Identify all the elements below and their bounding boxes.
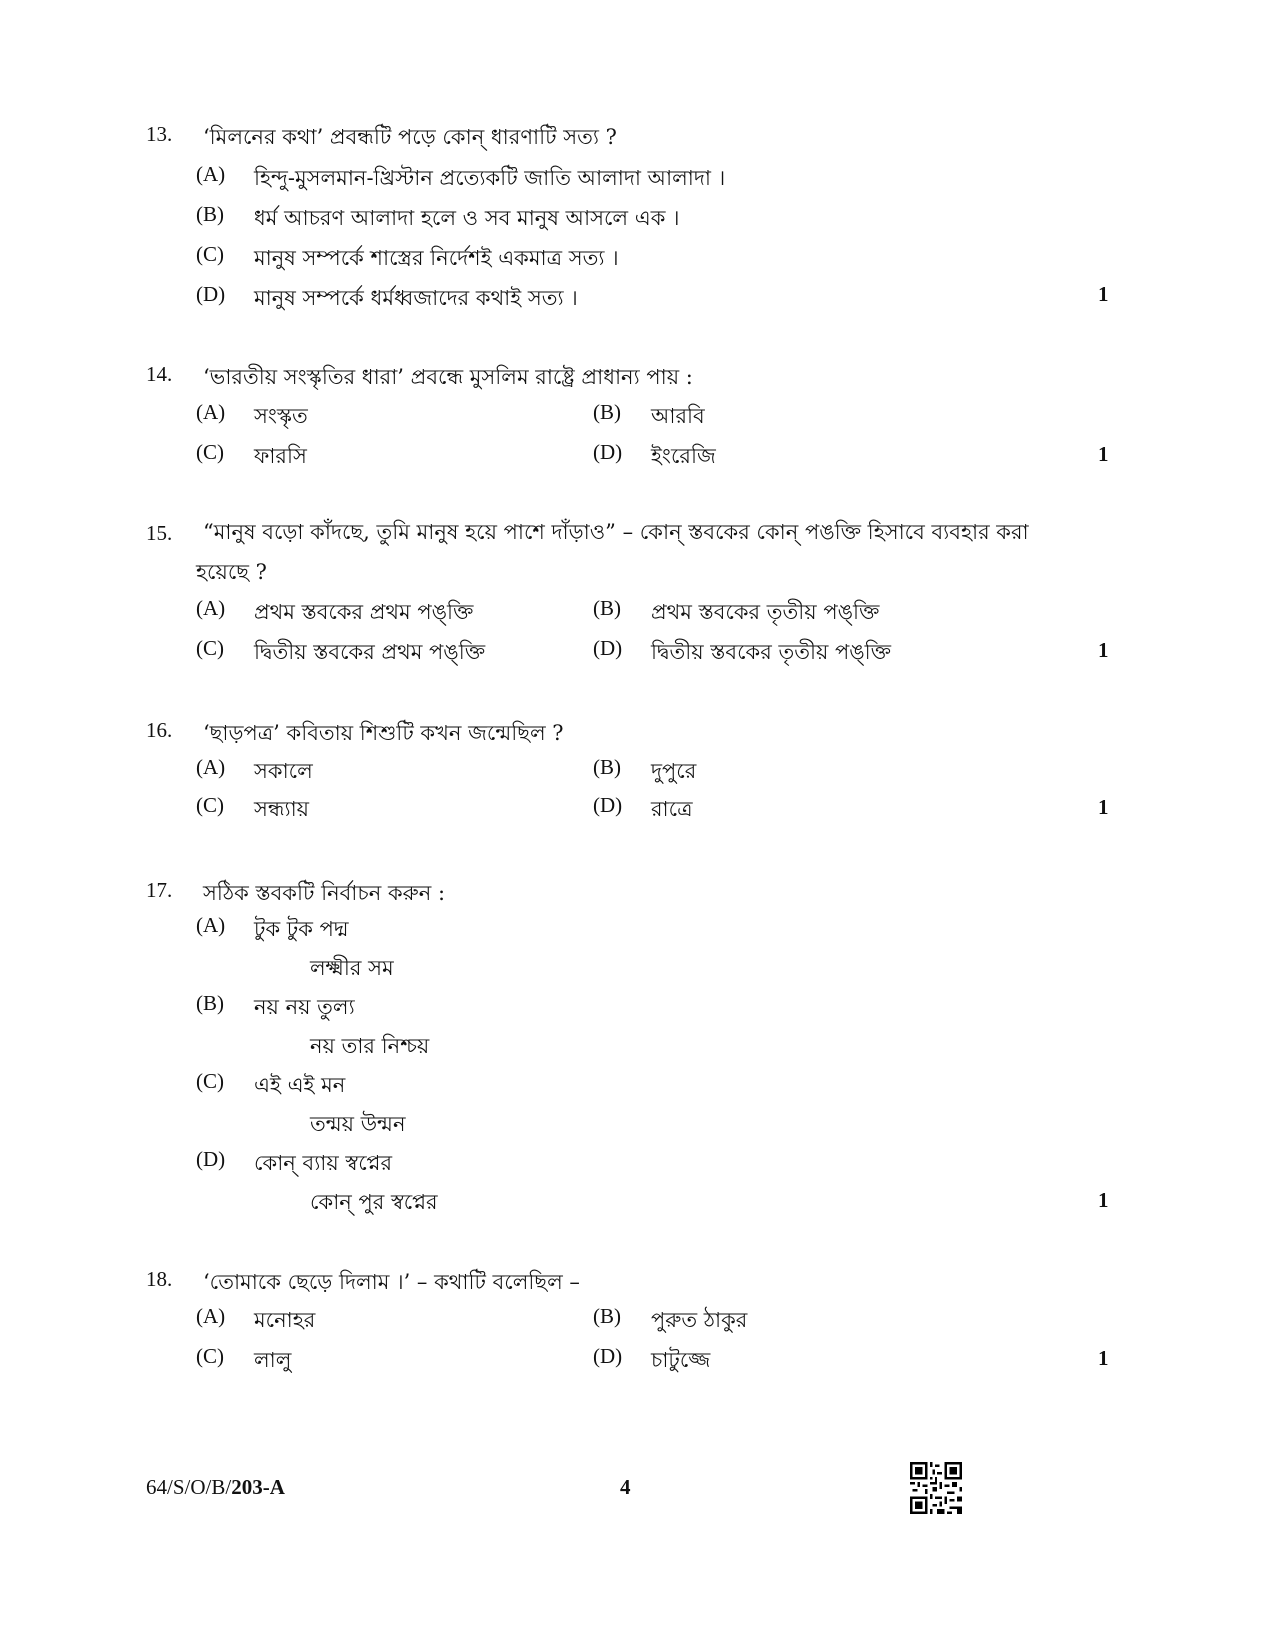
option-text: ইংরেজি bbox=[651, 444, 716, 468]
option-label: (D) bbox=[196, 282, 226, 306]
option-text: মানুষ সম্পর্কে ধর্মধ্বজাদের কথাই সত্য । bbox=[254, 286, 578, 310]
option-text: মানুষ সম্পর্কে শাস্ত্রের নির্দেশই একমাত্র সত্য । bbox=[254, 246, 619, 270]
question-number: 14. bbox=[146, 362, 173, 386]
option-label: (C) bbox=[196, 793, 224, 817]
question-text: ‘তোমাকে ছেড়ে দিলাম ।’ – কথাটি বলেছিল – bbox=[203, 1270, 580, 1294]
question-number: 17. bbox=[146, 878, 173, 902]
option-text: প্রথম স্তবকের তৃতীয় পঙ্‌ক্তি bbox=[651, 600, 880, 624]
option-label: (B) bbox=[593, 1304, 621, 1328]
option-line-1: কোন্ ব্যায় স্বপ্নের bbox=[254, 1151, 393, 1175]
option-label: (D) bbox=[196, 1147, 226, 1171]
option-label: (A) bbox=[196, 162, 226, 186]
option-label: (B) bbox=[593, 755, 621, 779]
option-text: রাত্রে bbox=[651, 797, 693, 821]
option-text: আরবি bbox=[651, 404, 705, 428]
option-text: লালু bbox=[254, 1348, 292, 1372]
marks: 1 bbox=[1098, 442, 1109, 466]
question-text: ‘ভারতীয় সংস্কৃতির ধারা’ প্রবন্ধে মুসলিম রাষ্ট্রে প্রাধান্য পায় : bbox=[203, 365, 693, 389]
option-label: (C) bbox=[196, 636, 224, 660]
question-number: 18. bbox=[146, 1267, 173, 1291]
option-label: (B) bbox=[593, 596, 621, 620]
option-text: সংস্কৃত bbox=[254, 404, 308, 428]
option-label: (C) bbox=[196, 440, 224, 464]
option-text: দুপুরে bbox=[651, 759, 697, 783]
marks: 1 bbox=[1098, 795, 1109, 819]
option-text: দ্বিতীয় স্তবকের প্রথম পঙ্‌ক্তি bbox=[254, 640, 486, 664]
option-text: ধর্ম আচরণ আলাদা হলে ও সব মানুষ আসলে এক । bbox=[254, 206, 680, 230]
option-line-2: কোন্ পুর স্বপ্নের bbox=[310, 1190, 438, 1214]
option-text: প্রথম স্তবকের প্রথম পঙ্‌ক্তি bbox=[254, 600, 474, 624]
question-text: ‘মিলনের কথা’ প্রবন্ধটি পড়ে কোন্ ধারণাটি সত্য ? bbox=[203, 125, 617, 149]
option-line-2: তন্ময় উন্মন bbox=[310, 1112, 406, 1136]
option-text: সন্ধ্যায় bbox=[254, 797, 310, 821]
question-number: 13. bbox=[146, 122, 173, 146]
option-label: (D) bbox=[593, 1344, 623, 1368]
option-line-2: লক্ষ্মীর সম bbox=[310, 956, 394, 980]
option-line-2: নয় তার নিশ্চয় bbox=[310, 1034, 430, 1058]
paper-code-prefix: 64/S/O/B/ bbox=[146, 1475, 232, 1499]
page-number: 4 bbox=[620, 1475, 631, 1499]
marks: 1 bbox=[1098, 1346, 1109, 1370]
option-label: (C) bbox=[196, 242, 224, 266]
option-line-1: টুক টুক পদ্ম bbox=[254, 917, 349, 941]
option-label: (B) bbox=[196, 991, 224, 1015]
option-text: মনোহর bbox=[254, 1308, 316, 1332]
question-text-line-1: “মানুষ বড়ো কাঁদছে, তুমি মানুষ হয়ে পাশে দাঁড়াও” – কোন্ স্তবকের কোন্ পঙক্তি হিসাবে ব্যবহার করা bbox=[203, 520, 1029, 544]
option-text: পুরুত ঠাকুর bbox=[651, 1308, 748, 1332]
option-label: (B) bbox=[593, 400, 621, 424]
paper-code bbox=[146, 1475, 285, 1500]
qr-code-icon bbox=[910, 1462, 962, 1514]
question-text-line-2: হয়েছে ? bbox=[196, 560, 267, 584]
option-label: (A) bbox=[196, 400, 226, 424]
option-label: (B) bbox=[196, 202, 224, 226]
option-label: (A) bbox=[196, 913, 226, 937]
marks: 1 bbox=[1098, 638, 1109, 662]
option-text: সকালে bbox=[254, 759, 313, 783]
question-text: ‘ছাড়পত্র’ কবিতায় শিশুটি কখন জন্মেছিল ? bbox=[203, 721, 564, 745]
question-number: 15. bbox=[146, 521, 173, 545]
option-text: ফারসি bbox=[254, 444, 307, 468]
option-label: (C) bbox=[196, 1344, 224, 1368]
option-label: (A) bbox=[196, 596, 226, 620]
question-text: সঠিক স্তবকটি নির্বাচন করুন : bbox=[203, 881, 446, 905]
option-label: (C) bbox=[196, 1069, 224, 1093]
option-text: হিন্দু-মুসলমান-খ্রিস্টান প্রত্যেকটি জাতি আলাদা আলাদা । bbox=[254, 166, 726, 190]
option-line-1: এই এই মন bbox=[254, 1073, 346, 1097]
option-line-1: নয় নয় তুল্য bbox=[254, 995, 355, 1019]
question-number: 16. bbox=[146, 718, 173, 742]
option-text: চাটুজ্জে bbox=[651, 1348, 711, 1372]
marks: 1 bbox=[1098, 1188, 1109, 1212]
paper-code-bold: 203-A bbox=[231, 1475, 285, 1499]
option-label: (D) bbox=[593, 440, 623, 464]
option-label: (A) bbox=[196, 755, 226, 779]
marks: 1 bbox=[1098, 282, 1109, 306]
option-text: দ্বিতীয় স্তবকের তৃতীয় পঙ্‌ক্তি bbox=[651, 640, 892, 664]
option-label: (D) bbox=[593, 636, 623, 660]
option-label: (A) bbox=[196, 1304, 226, 1328]
option-label: (D) bbox=[593, 793, 623, 817]
